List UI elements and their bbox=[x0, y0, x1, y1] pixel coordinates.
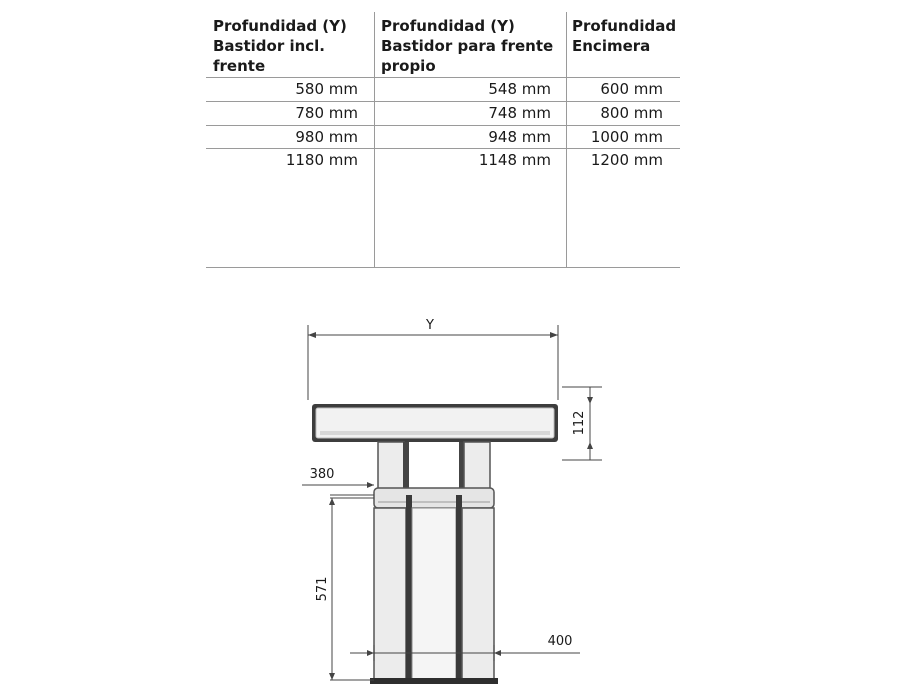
row-divider bbox=[206, 148, 680, 149]
leg-collar bbox=[374, 488, 494, 508]
table-cell: 1148 mm bbox=[478, 151, 551, 169]
depth-table bbox=[206, 12, 680, 268]
table-cell: 1180 mm bbox=[285, 151, 358, 169]
header-frame-incl-front: Profundidad (Y) Bastidor incl. frente bbox=[213, 17, 347, 75]
table-frame-drawing bbox=[290, 305, 610, 696]
table-cell: 748 mm bbox=[488, 104, 551, 122]
dimension-y bbox=[308, 318, 558, 400]
lower-legs bbox=[370, 495, 498, 684]
dimension-label-571: 571 bbox=[315, 576, 330, 602]
header-frame-own-front: Profundidad (Y) Bastidor para frente propio bbox=[381, 17, 554, 75]
header-countertop: Profundidad Encimera bbox=[572, 17, 677, 55]
table-cell: 580 mm bbox=[295, 80, 358, 98]
dimension-label-400: 400 bbox=[547, 634, 573, 649]
table-cell: 548 mm bbox=[488, 80, 551, 98]
row-divider bbox=[206, 125, 680, 126]
row-divider bbox=[206, 101, 680, 102]
table-cell: 780 mm bbox=[295, 104, 358, 122]
table-bottom-line bbox=[206, 267, 680, 268]
table-cell: 980 mm bbox=[295, 128, 358, 146]
table-cell: 948 mm bbox=[488, 128, 551, 146]
table-cell: 600 mm bbox=[600, 80, 663, 98]
dimension-112 bbox=[562, 387, 602, 460]
dimension-label-y: Y bbox=[426, 318, 434, 333]
table-cell: 1000 mm bbox=[590, 128, 663, 146]
table-cell: 800 mm bbox=[600, 104, 663, 122]
dimension-380 bbox=[302, 467, 374, 495]
table-cell: 1200 mm bbox=[590, 151, 663, 169]
upper-legs bbox=[378, 442, 490, 492]
dimension-label-112: 112 bbox=[572, 410, 587, 436]
countertop bbox=[312, 404, 558, 442]
row-divider bbox=[206, 77, 680, 78]
dimension-label-380: 380 bbox=[309, 467, 335, 482]
